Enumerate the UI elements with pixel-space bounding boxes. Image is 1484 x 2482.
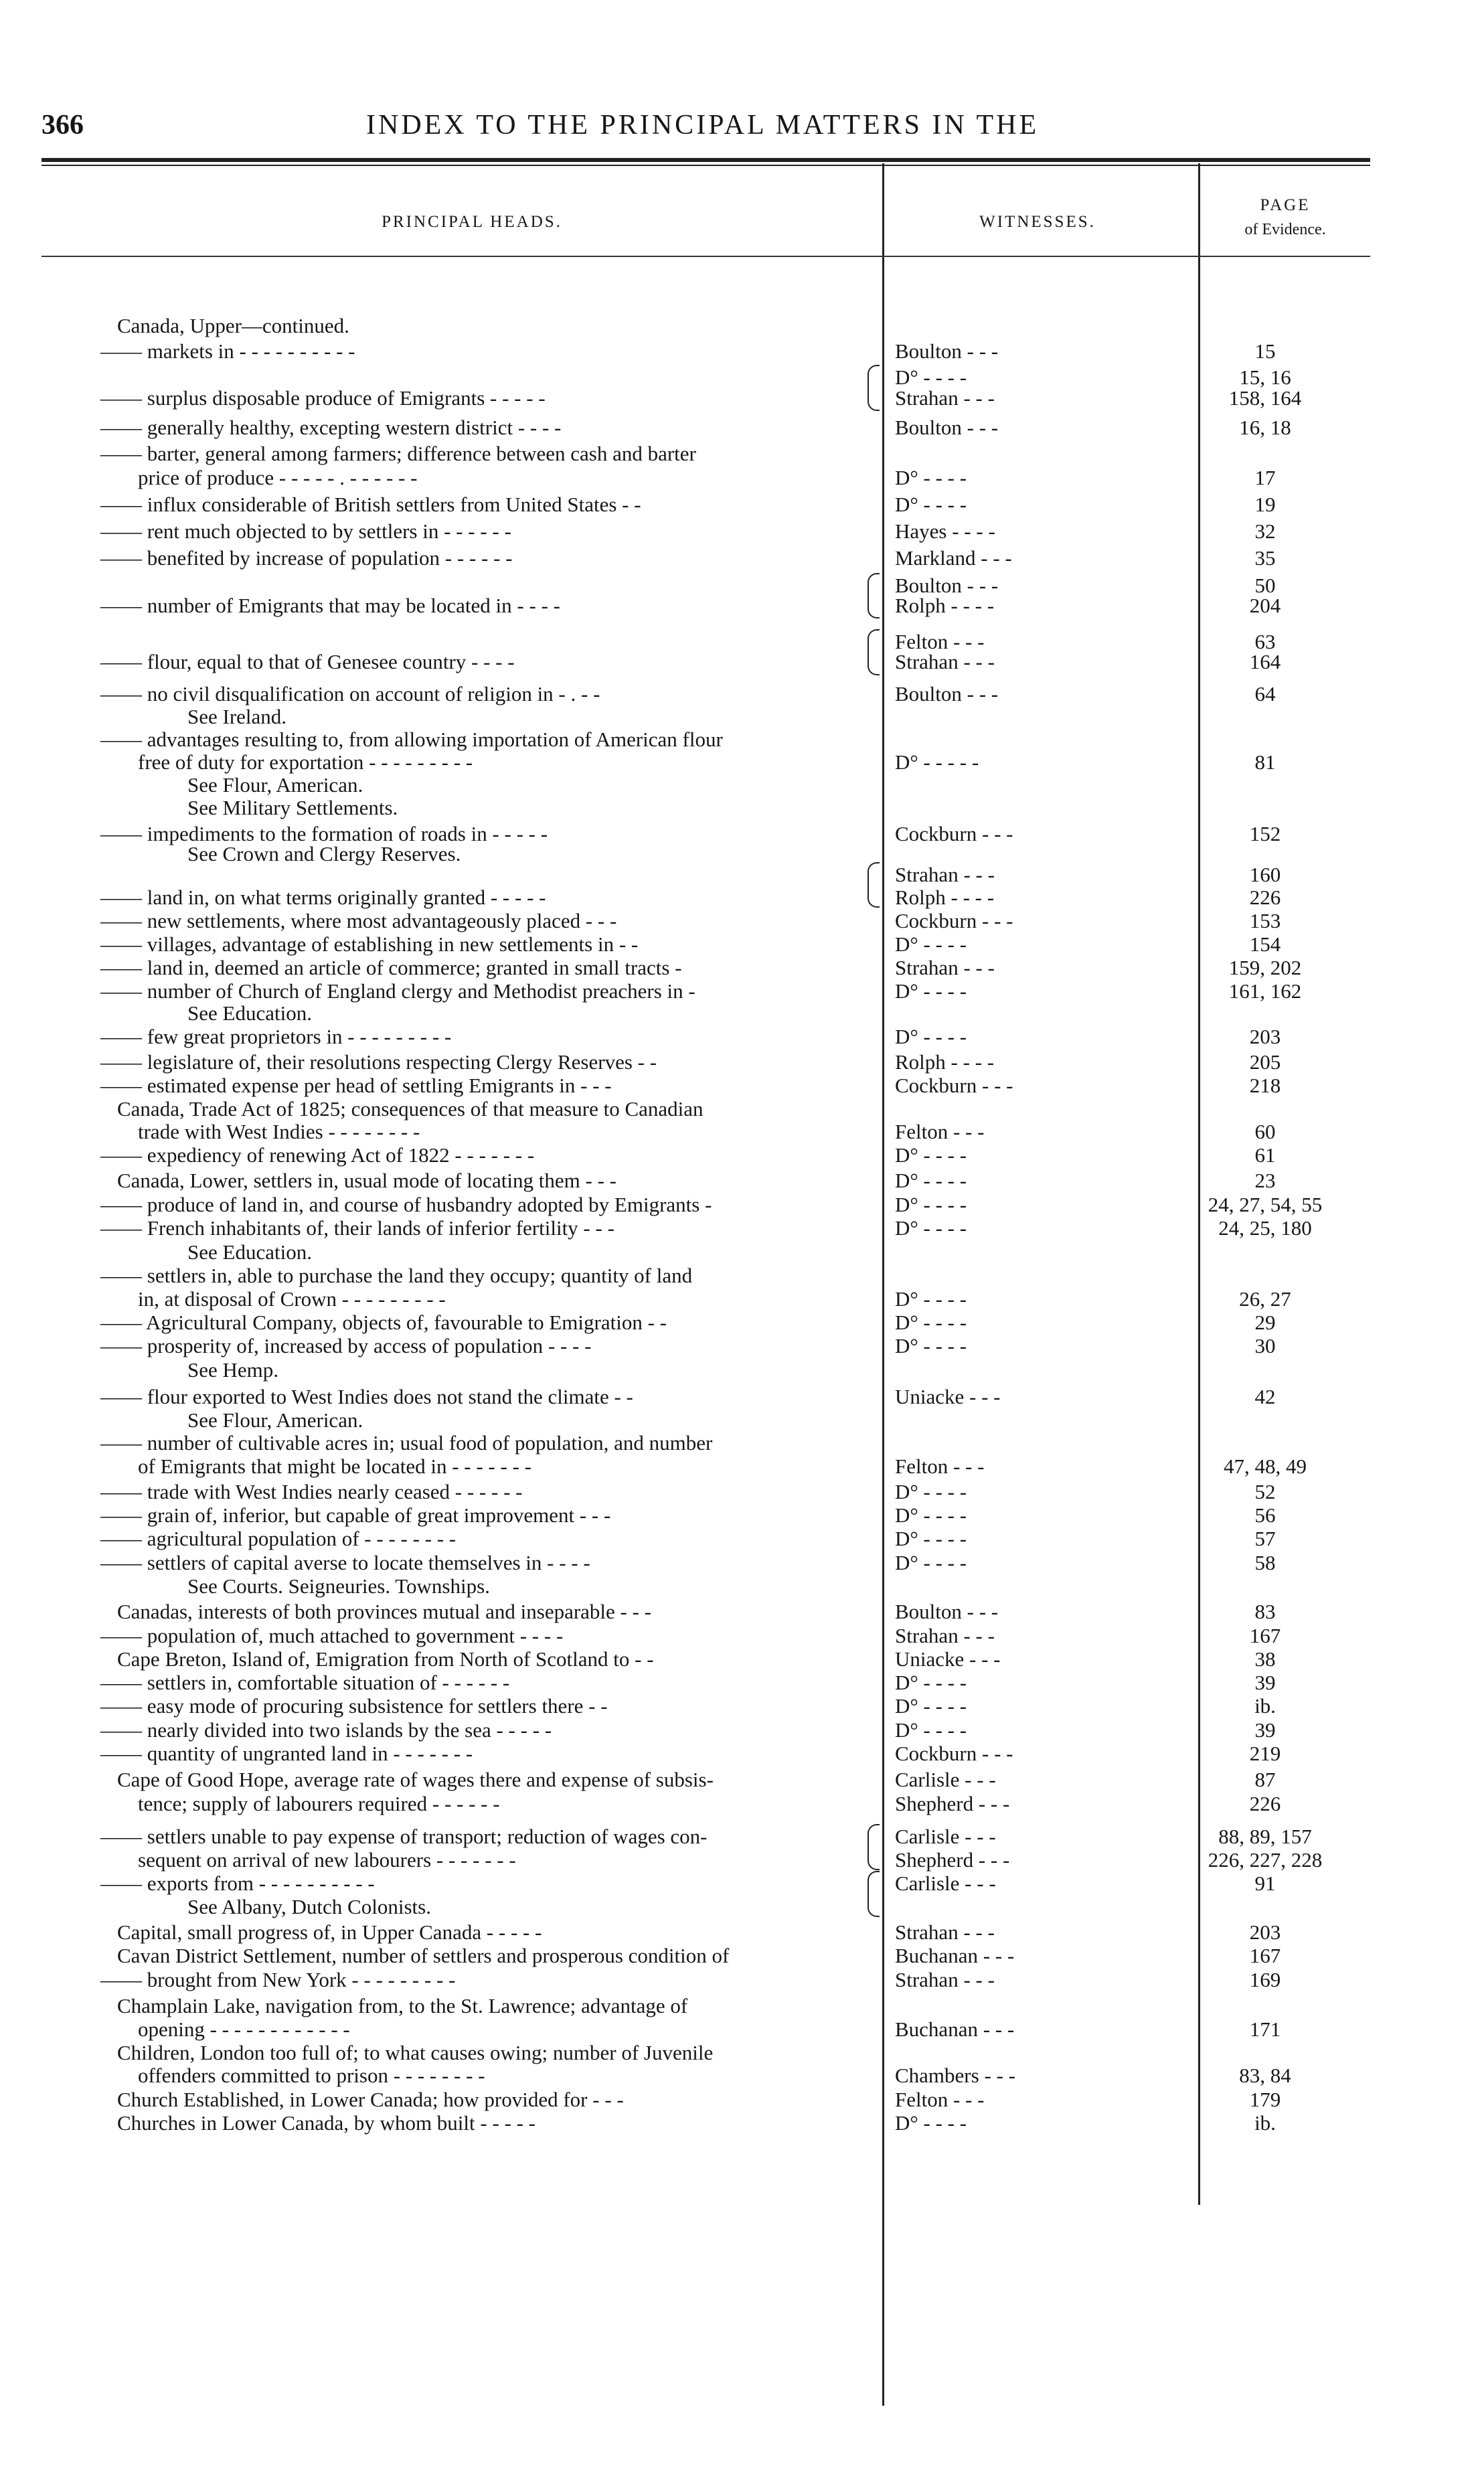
principal-head: See Crown and Clergy Reserves. [187,842,461,865]
page-reference: 159, 202 [1228,956,1302,979]
page-reference: 15 [1254,339,1276,363]
witness: Boulton - - - [895,1600,999,1623]
principal-head: —— Agricultural Company, objects of, favourable to Emigration - - [100,1311,667,1334]
witness-brace [868,365,880,411]
index-row [0,1073,1484,1100]
witness: Rolph - - - - [895,594,995,617]
index-row [0,1943,1484,1970]
page-reference: 164 [1249,650,1281,673]
header-bottom-rule [42,256,1370,257]
index-row [0,955,1484,982]
page-reference: 218 [1249,1074,1281,1097]
witness: Rolph - - - - [895,886,995,909]
principal-head: —— settlers of capital averse to locate themselves in - - - - [100,1551,590,1574]
witness: Strahan - - - [895,1920,995,1944]
index-row [0,386,1484,412]
principal-head: trade with West Indies - - - - - - - - [138,1120,420,1143]
index-row [0,1216,1484,1242]
column-header-witnesses: WITNESSES. [979,213,1096,231]
witness-brace [868,1824,880,1870]
index-row [0,1767,1484,1794]
index-row [0,1791,1484,1818]
witness: Rolph - - - - [895,1050,995,1074]
principal-head: —— settlers in, comfortable situation of - - - - - - [100,1671,510,1694]
index-row [0,1310,1484,1337]
index-row [0,795,1484,822]
witness: Carlisle - - - [895,1872,996,1895]
page-reference: 81 [1254,750,1276,774]
principal-head: —— nearly divided into two islands by the sea - - - - - [100,1718,552,1742]
witness: D° - - - - - [895,750,979,774]
page-header [42,109,1367,156]
index-row [0,1550,1484,1577]
column-header-page-sub: of Evidence. [1244,221,1326,238]
principal-head: Cape of Good Hope, average rate of wages there and expense of subsis- [117,1768,714,1791]
index-row [0,465,1484,492]
page-reference: 203 [1249,1025,1281,1048]
principal-head: Canada, Lower, settlers in, usual mode of locating them - - - [117,1169,616,1192]
page-reference: 56 [1254,1503,1276,1527]
witness: D° - - - - [895,1671,967,1694]
principal-head: —— settlers unable to pay expense of transport; reduction of wages con- [100,1825,708,1848]
page-reference: 19 [1254,493,1276,516]
page-reference: 23 [1254,1169,1276,1192]
witness: D° - - - - [895,1718,967,1742]
index-row [0,1263,1484,1290]
page-reference: 87 [1254,1768,1276,1791]
principal-head: —— influx considerable of British settlers from United States - - [100,493,641,516]
principal-head: —— new settlements, where most advantageously placed - - - [100,909,617,932]
principal-head: —— exports from - - - - - - - - - - [100,1872,375,1895]
index-row [0,313,1484,340]
page-reference: 88, 89, 157 [1218,1825,1312,1848]
index-row [0,1454,1484,1481]
principal-head: —— number of Church of England clergy and Methodist preachers in - [100,979,695,1003]
page-reference: 60 [1254,1120,1276,1143]
page-reference: 226 [1249,886,1281,909]
page-reference: 29 [1254,1311,1276,1334]
index-row [0,1718,1484,1744]
index-row [0,1240,1484,1266]
page-reference: 167 [1249,1624,1281,1647]
witness: Shepherd - - - [895,1792,1010,1815]
witness: Felton - - - [895,1120,985,1143]
index-row [0,2087,1484,2114]
witness: Boulton - - - [895,682,999,706]
principal-head: —— benefited by increase of population - - - - - - [100,546,513,570]
index-row [0,339,1484,365]
principal-head: —— number of cultivable acres in; usual food of population, and number [100,1431,713,1455]
witness: Cockburn - - - [895,1074,1013,1097]
index-row [0,2111,1484,2137]
page-reference: 63 [1254,630,1276,653]
witness: Cockburn - - - [895,822,1013,845]
witness: Carlisle - - - [895,1825,996,1848]
page-reference: 83 [1254,1600,1276,1623]
page-reference: 38 [1254,1647,1276,1671]
principal-head: —— surplus disposable produce of Emigrants - - - - - [100,386,546,410]
witness: Felton - - - [895,1455,985,1478]
index-row [0,1824,1484,1851]
witness: Hayes - - - - [895,519,995,543]
page-reference: 24, 27, 54, 55 [1208,1193,1323,1216]
index-row [0,1526,1484,1553]
witness: D° - - - - [895,1527,967,1550]
witness: Boulton - - - [895,416,999,439]
header-rule-thick [42,158,1370,162]
page-reference: 58 [1254,1551,1276,1574]
principal-head: —— land in, on what terms originally granted - - - - - [100,886,546,909]
principal-head: offenders committed to prison - - - - - - - - [138,2064,485,2087]
page-reference: 35 [1254,546,1276,570]
principal-head: —— barter, general among farmers; difference between cash and barter [100,442,696,465]
witness: Strahan - - - [895,650,995,673]
column-header-page: PAGE [1260,196,1311,214]
principal-head: —— quantity of ungranted land in - - - - - - - [100,1742,473,1765]
page-reference: 160 [1249,863,1281,886]
witness: Boulton - - - [895,574,999,597]
index-row [0,1670,1484,1697]
witness-brace [868,862,880,908]
witness: D° - - - - [895,1169,967,1192]
page-reference: 50 [1254,574,1276,597]
principal-head: See Flour, American. [187,773,363,797]
page-reference: 91 [1254,1872,1276,1895]
page-reference: 47, 48, 49 [1224,1455,1307,1478]
index-row [0,2017,1484,2044]
principal-head: Churches in Lower Canada, by whom built - - - - - [117,2111,536,2135]
principal-head: —— expediency of renewing Act of 1822 - - - - - - - [100,1143,535,1167]
principal-head: See Education. [187,1001,312,1025]
witness: Cockburn - - - [895,1742,1013,1765]
index-row [0,1333,1484,1360]
index-row [0,1920,1484,1947]
index-row [0,1693,1484,1720]
witness: Felton - - - [895,2088,985,2111]
principal-head: —— flour, equal to that of Genesee country - - - - [100,650,515,673]
witness: Strahan - - - [895,386,995,410]
index-row [0,1143,1484,1169]
principal-head: Capital, small progress of, in Upper Canada - - - - - [117,1920,542,1944]
witness: Carlisle - - - [895,1768,996,1791]
witness: D° - - - - [895,1694,967,1718]
page-reference: 179 [1249,2088,1281,2111]
principal-head: See Ireland. [187,705,287,728]
principal-head: Cavan District Settlement, number of settlers and prosperous condition of [117,1944,730,1967]
page-reference: 26, 27 [1239,1287,1291,1311]
page-reference: 83, 84 [1239,2064,1291,2087]
page-reference: 167 [1249,1944,1281,1967]
principal-head: See Albany, Dutch Colonists. [187,1895,431,1918]
principal-head: Canada, Upper—continued. [117,314,349,337]
page-reference: 15, 16 [1239,365,1291,389]
index-row [0,1503,1484,1529]
witness: D° - - - - [895,1216,967,1240]
page-reference: 64 [1254,682,1276,706]
index-row [0,1168,1484,1195]
witness: D° - - - - [895,1503,967,1527]
witness: D° - - - - [895,365,967,389]
witness: D° - - - - [895,493,967,516]
witness: D° - - - - [895,466,967,489]
page-reference: 226, 227, 228 [1208,1848,1323,1872]
witness: Strahan - - - [895,956,995,979]
witness: Uniacke - - - [895,1385,1001,1408]
principal-head: —— few great proprietors in - - - - - - - - - [100,1025,452,1048]
principal-head: Children, London too full of; to what causes owing; number of Juvenile [117,2041,714,2064]
witness-brace [868,629,880,675]
page-reference: 203 [1249,1920,1281,1944]
index-row [0,2063,1484,2090]
witness-brace [868,573,880,618]
principal-head: of Emigrants that might be located in - - - - - - - [138,1455,531,1478]
principal-head: Church Established, in Lower Canada; how provided for - - - [117,2088,624,2111]
page-reference: 24, 25, 180 [1218,1216,1312,1240]
index-row [0,1993,1484,2020]
page-reference: ib. [1254,1694,1276,1718]
principal-head: price of produce - - - - - . - - - - - - [138,466,418,489]
witness: Uniacke - - - [895,1647,1001,1671]
page-reference: 52 [1254,1480,1276,1503]
principal-head: —— legislature of, their resolutions respecting Clergy Reserves - - [100,1050,657,1074]
index-row [0,1119,1484,1146]
principal-head: —— impediments to the formation of roads in - - - - - [100,822,548,845]
principal-head: —— trade with West Indies nearly ceased - - - - - - [100,1480,523,1503]
witness: D° - - - - [895,1334,967,1357]
principal-head: —— markets in - - - - - - - - - - [100,339,355,363]
index-row [0,932,1484,959]
witness: D° - - - - [895,1143,967,1167]
principal-head: See Education. [187,1240,312,1264]
index-row [0,1847,1484,1874]
index-row [0,649,1484,676]
witness: Strahan - - - [895,1624,995,1647]
principal-head: Champlain Lake, navigation from, to the St. Lawrence; advantage of [117,1994,688,2017]
witness-brace [868,1871,880,1917]
witness: D° - - - - [895,1025,967,1048]
principal-head: See Flour, American. [187,1408,363,1432]
witness: Buchanan - - - [895,2017,1015,2041]
page-reference: 32 [1254,519,1276,543]
principal-head: —— generally healthy, excepting western district - - - - [100,416,562,439]
page-number: 366 [42,110,84,141]
index-row [0,1741,1484,1768]
principal-head: —— flour exported to West Indies does not stand the climate - - [100,1385,633,1408]
witness: D° - - - - [895,1287,967,1311]
witness: Buchanan - - - [895,1944,1015,1967]
witness: Strahan - - - [895,863,995,886]
principal-head: —— brought from New York - - - - - - - - - [100,1968,456,1991]
witness: Shepherd - - - [895,1848,1010,1872]
witness: D° - - - - [895,1551,967,1574]
index-row [0,1192,1484,1219]
page-reference: 154 [1249,932,1281,956]
index-row [0,441,1484,468]
principal-head: —— French inhabitants of, their lands of inferior fertility - - - [100,1216,614,1240]
witness: D° - - - - [895,979,967,1003]
page-reference: 153 [1249,909,1281,932]
principal-head: See Hemp. [187,1358,279,1382]
index-row [0,1357,1484,1384]
witness: D° - - - - [895,932,967,956]
index-row [0,885,1484,912]
principal-head: free of duty for exportation - - - - - - - - - [138,750,473,774]
witness: Cockburn - - - [895,909,1013,932]
page-reference: 205 [1249,1050,1281,1074]
index-row [0,1871,1484,1898]
index-row [0,1599,1484,1626]
principal-head: —— estimated expense per head of settling Emigrants in - - - [100,1074,612,1097]
index-row [0,1384,1484,1411]
witness: D° - - - - [895,1193,967,1216]
principal-head: opening - - - - - - - - - - - - [138,2017,350,2041]
index-row [0,546,1484,572]
index-row [0,519,1484,546]
principal-head: —— villages, advantage of establishing in new settlements in - - [100,932,639,956]
principal-head: —— land in, deemed an article of commerce; granted in small tracts - [100,956,682,979]
principal-head: See Military Settlements. [187,796,398,819]
index-row [0,1623,1484,1650]
index-row [0,1430,1484,1457]
witness: Strahan - - - [895,1968,995,1991]
page-title: INDEX TO THE PRINCIPAL MATTERS IN THE [366,110,1040,141]
principal-head: Cape Breton, Island of, Emigration from North of Scotland to - - [117,1647,654,1671]
page-reference: 161, 162 [1228,979,1302,1003]
witness: D° - - - - [895,1480,967,1503]
principal-head: sequent on arrival of new labourers - - - - - - - [138,1848,516,1872]
principal-head: Canadas, interests of both provinces mutual and inseparable - - - [117,1600,652,1623]
index-row [0,1287,1484,1313]
witness: D° - - - - [895,1311,967,1334]
principal-head: See Courts. Seigneuries. Townships. [187,1574,490,1598]
page-reference: 42 [1254,1385,1276,1408]
index-row [0,1050,1484,1076]
index-row [0,1001,1484,1027]
page-reference: 61 [1254,1143,1276,1167]
principal-head: —— easy mode of procuring subsistence for settlers there - - [100,1694,608,1718]
index-row [0,415,1484,442]
index-row [0,1647,1484,1673]
principal-head: —— grain of, inferior, but capable of great improvement - - - [100,1503,611,1527]
page-reference: 169 [1249,1968,1281,1991]
page-reference: 30 [1254,1334,1276,1357]
principal-head: —— agricultural population of - - - - - - - - [100,1527,457,1550]
page-reference: ib. [1254,2111,1276,2135]
page-reference: 16, 18 [1239,416,1291,439]
witness: Felton - - - [895,630,985,653]
index-row [0,1024,1484,1051]
principal-head: Canada, Trade Act of 1825; consequences of that measure to Canadian [117,1097,704,1121]
principal-head: —— no civil disqualification on account of religion in - . - - [100,682,600,706]
witness: Markland - - - [895,546,1012,570]
principal-head: —— number of Emigrants that may be located in - - - - [100,594,560,617]
principal-head: —— prosperity of, increased by access of population - - - - [100,1334,592,1357]
page-reference: 17 [1254,466,1276,489]
index-row [0,908,1484,935]
principal-head: —— population of, much attached to government - - - - [100,1624,564,1647]
page-reference: 39 [1254,1718,1276,1742]
index-row [0,492,1484,519]
index-row [0,1479,1484,1506]
header-rule-thin [42,165,1370,166]
column-header-principal-heads: PRINCIPAL HEADS. [382,213,562,231]
witness: D° - - - - [895,2111,967,2135]
page-reference: 226 [1249,1792,1281,1815]
index-row [0,1967,1484,1994]
page-reference: 57 [1254,1527,1276,1550]
index-row [0,593,1484,620]
page-reference: 204 [1249,594,1281,617]
page-reference: 171 [1249,2017,1281,2041]
witness: Chambers - - - [895,2064,1015,2087]
principal-head: —— rent much objected to by settlers in - - - - - - [100,519,511,543]
principal-head: —— advantages resulting to, from allowing importation of American flour [100,728,723,751]
index-row [0,1894,1484,1921]
page-reference: 219 [1249,1742,1281,1765]
principal-head: —— produce of land in, and course of husbandry adopted by Emigrants - [100,1193,712,1216]
principal-head: —— settlers in, able to purchase the land they occupy; quantity of land [100,1264,693,1287]
page-reference: 152 [1249,822,1281,845]
principal-head: in, at disposal of Crown - - - - - - - - - [138,1287,446,1311]
page-reference: 39 [1254,1671,1276,1694]
index-row [0,1574,1484,1600]
witness: Boulton - - - [895,339,999,363]
page-reference: 158, 164 [1228,386,1302,410]
principal-head: tence; supply of labourers required - - - - - - [138,1792,500,1815]
